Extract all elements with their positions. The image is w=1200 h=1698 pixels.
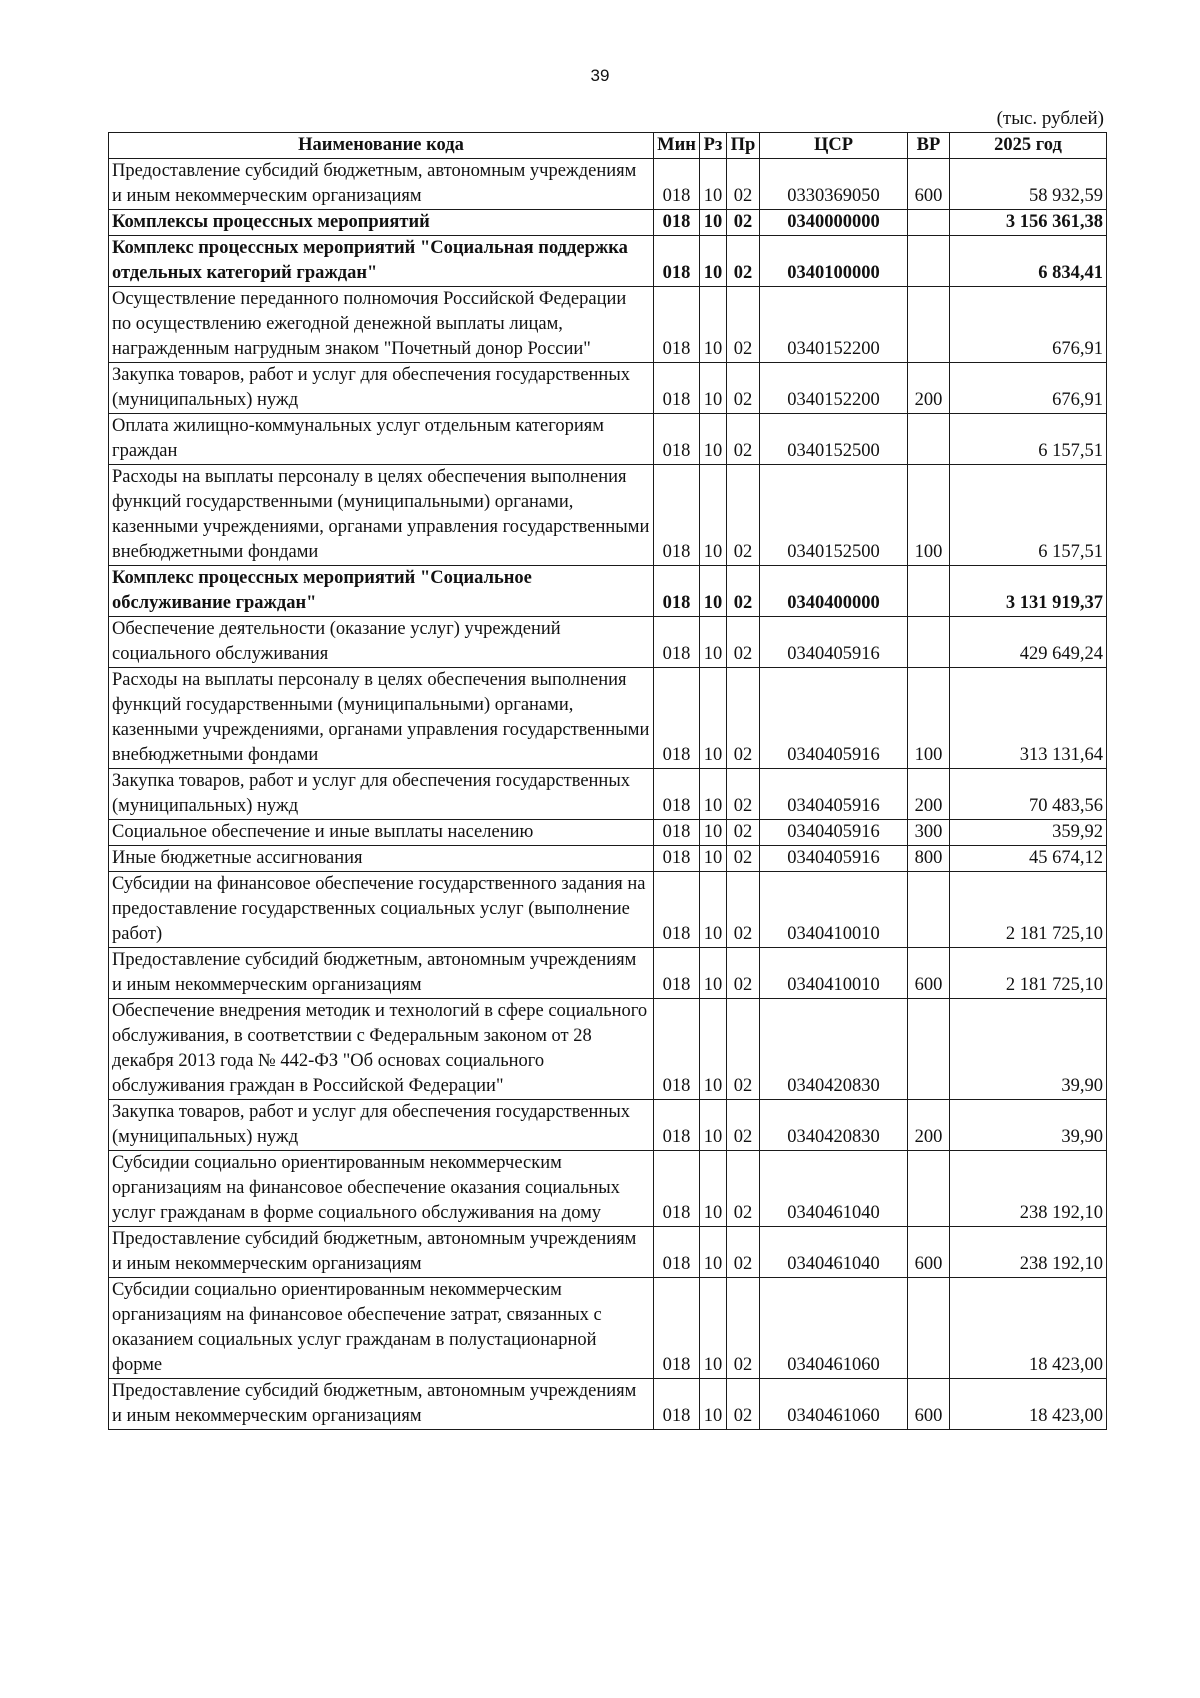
table-row (109, 617, 1107, 668)
header-name: Наименование кода (109, 133, 654, 159)
cell-rz: 10 (700, 948, 727, 999)
cell-csr: 0340152200 (760, 287, 908, 363)
cell-min: 018 (654, 159, 700, 210)
cell-name: Иные бюджетные ассигнования (109, 846, 654, 872)
table-row (109, 1379, 1107, 1430)
cell-vr (908, 414, 950, 465)
cell-amount: 58 932,59 (950, 159, 1107, 210)
cell-vr (908, 999, 950, 1100)
cell-rz: 10 (700, 566, 727, 617)
cell-vr: 600 (908, 1379, 950, 1430)
cell-rz: 10 (700, 210, 727, 236)
table-row (109, 999, 1107, 1100)
cell-rz: 10 (700, 1379, 727, 1430)
cell-amount: 2 181 725,10 (950, 948, 1107, 999)
cell-name: Оплата жилищно-коммунальных услуг отдельным категориям граждан (109, 414, 654, 465)
cell-vr (908, 210, 950, 236)
cell-amount: 3 156 361,38 (950, 210, 1107, 236)
cell-vr (908, 1278, 950, 1379)
cell-name: Предоставление субсидий бюджетным, автономным учреждениям и иным некоммерческим организациям (109, 159, 654, 210)
page-number: 39 (590, 66, 610, 85)
cell-vr: 200 (908, 363, 950, 414)
cell-name: Комплекс процессных мероприятий "Социальное обслуживание граждан" (109, 566, 654, 617)
header-pr: Пр (727, 133, 760, 159)
cell-csr: 0340100000 (760, 236, 908, 287)
table-row (109, 1100, 1107, 1151)
cell-min: 018 (654, 948, 700, 999)
cell-rz: 10 (700, 769, 727, 820)
header-rz: Рз (700, 133, 727, 159)
table-row (109, 1151, 1107, 1227)
cell-csr: 0340405916 (760, 769, 908, 820)
cell-min: 018 (654, 210, 700, 236)
cell-name: Осуществление переданного полномочия Российской Федерации по осуществлению ежегодной денежной выплаты лицам, награжденным нагрудным знаком "Почетный донор России" (109, 287, 654, 363)
cell-vr: 200 (908, 769, 950, 820)
cell-min: 018 (654, 617, 700, 668)
cell-vr: 600 (908, 159, 950, 210)
cell-name: Субсидии социально ориентированным некоммерческим организациям на финансовое обеспечение оказания социальных услуг гражданам в форме социального обслуживания на дому (109, 1151, 654, 1227)
cell-pr: 02 (727, 414, 760, 465)
table-row (109, 668, 1107, 769)
cell-min: 018 (654, 846, 700, 872)
table-row (109, 820, 1107, 846)
cell-pr: 02 (727, 617, 760, 668)
cell-rz: 10 (700, 846, 727, 872)
cell-vr: 600 (908, 948, 950, 999)
cell-amount: 2 181 725,10 (950, 872, 1107, 948)
cell-min: 018 (654, 1100, 700, 1151)
cell-csr: 0340405916 (760, 617, 908, 668)
cell-min: 018 (654, 872, 700, 948)
cell-csr: 0340410010 (760, 948, 908, 999)
cell-vr (908, 287, 950, 363)
cell-name: Расходы на выплаты персоналу в целях обеспечения выполнения функций государственными (муниципальными) органами, казенными учреждениями, органами управления государственными внебюджетными фондами (109, 668, 654, 769)
cell-pr: 02 (727, 1379, 760, 1430)
cell-pr: 02 (727, 846, 760, 872)
cell-pr: 02 (727, 287, 760, 363)
cell-rz: 10 (700, 1151, 727, 1227)
cell-amount: 3 131 919,37 (950, 566, 1107, 617)
cell-csr: 0340000000 (760, 210, 908, 236)
cell-amount: 6 157,51 (950, 465, 1107, 566)
cell-pr: 02 (727, 1100, 760, 1151)
cell-amount: 45 674,12 (950, 846, 1107, 872)
cell-name: Закупка товаров, работ и услуг для обеспечения государственных (муниципальных) нужд (109, 1100, 654, 1151)
cell-rz: 10 (700, 1278, 727, 1379)
cell-pr: 02 (727, 872, 760, 948)
cell-csr: 0340420830 (760, 1100, 908, 1151)
cell-name: Обеспечение деятельности (оказание услуг) учреждений социального обслуживания (109, 617, 654, 668)
table-row (109, 1227, 1107, 1278)
cell-amount: 313 131,64 (950, 668, 1107, 769)
cell-amount: 39,90 (950, 1100, 1107, 1151)
cell-pr: 02 (727, 1151, 760, 1227)
cell-min: 018 (654, 1151, 700, 1227)
cell-name: Субсидии социально ориентированным некоммерческим организациям на финансовое обеспечение затрат, связанных с оказанием социальных услуг гражданам в полустационарной форме (109, 1278, 654, 1379)
header-csr: ЦСР (760, 133, 908, 159)
cell-amount: 6 157,51 (950, 414, 1107, 465)
cell-vr: 200 (908, 1100, 950, 1151)
cell-name: Закупка товаров, работ и услуг для обеспечения государственных (муниципальных) нужд (109, 769, 654, 820)
cell-csr: 0340152500 (760, 465, 908, 566)
header-min: Мин (654, 133, 700, 159)
cell-min: 018 (654, 1227, 700, 1278)
cell-csr: 0340400000 (760, 566, 908, 617)
cell-pr: 02 (727, 1227, 760, 1278)
cell-rz: 10 (700, 617, 727, 668)
cell-rz: 10 (700, 668, 727, 769)
cell-csr: 0340405916 (760, 820, 908, 846)
cell-name: Предоставление субсидий бюджетным, автономным учреждениям и иным некоммерческим организациям (109, 1379, 654, 1430)
header-year: 2025 год (950, 133, 1107, 159)
cell-min: 018 (654, 414, 700, 465)
cell-csr: 0330369050 (760, 159, 908, 210)
cell-min: 018 (654, 465, 700, 566)
cell-pr: 02 (727, 159, 760, 210)
cell-vr: 800 (908, 846, 950, 872)
cell-pr: 02 (727, 820, 760, 846)
cell-name: Социальное обеспечение и иные выплаты населению (109, 820, 654, 846)
table-row (109, 465, 1107, 566)
cell-csr: 0340461040 (760, 1227, 908, 1278)
cell-min: 018 (654, 769, 700, 820)
cell-csr: 0340405916 (760, 846, 908, 872)
cell-csr: 0340461060 (760, 1278, 908, 1379)
header-vr: ВР (908, 133, 950, 159)
table-row (109, 566, 1107, 617)
cell-name: Обеспечение внедрения методик и технологий в сфере социального обслуживания, в соответствии с Федеральным законом от 28 декабря 2013 года № 442-ФЗ "Об основах социального обслуживания граждан в Российской Федерации" (109, 999, 654, 1100)
cell-pr: 02 (727, 948, 760, 999)
cell-rz: 10 (700, 363, 727, 414)
cell-rz: 10 (700, 236, 727, 287)
cell-amount: 39,90 (950, 999, 1107, 1100)
cell-amount: 70 483,56 (950, 769, 1107, 820)
cell-csr: 0340461060 (760, 1379, 908, 1430)
cell-pr: 02 (727, 363, 760, 414)
cell-pr: 02 (727, 769, 760, 820)
cell-pr: 02 (727, 668, 760, 769)
cell-amount: 238 192,10 (950, 1151, 1107, 1227)
table-row (109, 210, 1107, 236)
cell-name: Закупка товаров, работ и услуг для обеспечения государственных (муниципальных) нужд (109, 363, 654, 414)
cell-rz: 10 (700, 414, 727, 465)
cell-name: Комплексы процессных мероприятий (109, 210, 654, 236)
cell-pr: 02 (727, 236, 760, 287)
cell-name: Предоставление субсидий бюджетным, автономным учреждениям и иным некоммерческим организациям (109, 948, 654, 999)
cell-amount: 359,92 (950, 820, 1107, 846)
cell-vr: 100 (908, 668, 950, 769)
table-row (109, 872, 1107, 948)
cell-csr: 0340420830 (760, 999, 908, 1100)
cell-pr: 02 (727, 999, 760, 1100)
cell-vr (908, 236, 950, 287)
cell-min: 018 (654, 287, 700, 363)
cell-name: Расходы на выплаты персоналу в целях обеспечения выполнения функций государственными (муниципальными) органами, казенными учреждениями, органами управления государственными внебюджетными фондами (109, 465, 654, 566)
cell-min: 018 (654, 566, 700, 617)
table-row (109, 236, 1107, 287)
units-label: (тыс. рублей) (996, 108, 1104, 129)
table-row (109, 948, 1107, 999)
cell-amount: 238 192,10 (950, 1227, 1107, 1278)
cell-rz: 10 (700, 1227, 727, 1278)
table-row (109, 363, 1107, 414)
cell-min: 018 (654, 363, 700, 414)
cell-min: 018 (654, 668, 700, 769)
cell-amount: 18 423,00 (950, 1278, 1107, 1379)
cell-csr: 0340461040 (760, 1151, 908, 1227)
cell-rz: 10 (700, 820, 727, 846)
cell-amount: 676,91 (950, 363, 1107, 414)
cell-pr: 02 (727, 210, 760, 236)
table-row (109, 159, 1107, 210)
cell-csr: 0340152500 (760, 414, 908, 465)
budget-table (108, 132, 1107, 1430)
cell-amount: 6 834,41 (950, 236, 1107, 287)
cell-vr (908, 617, 950, 668)
cell-name: Комплекс процессных мероприятий "Социальная поддержка отдельных категорий граждан" (109, 236, 654, 287)
cell-rz: 10 (700, 999, 727, 1100)
cell-csr: 0340405916 (760, 668, 908, 769)
cell-vr: 100 (908, 465, 950, 566)
cell-min: 018 (654, 999, 700, 1100)
cell-vr: 300 (908, 820, 950, 846)
cell-pr: 02 (727, 566, 760, 617)
cell-min: 018 (654, 1278, 700, 1379)
table-row (109, 414, 1107, 465)
cell-name: Предоставление субсидий бюджетным, автономным учреждениям и иным некоммерческим организациям (109, 1227, 654, 1278)
cell-amount: 429 649,24 (950, 617, 1107, 668)
cell-min: 018 (654, 820, 700, 846)
cell-vr (908, 872, 950, 948)
cell-vr (908, 566, 950, 617)
cell-min: 018 (654, 236, 700, 287)
cell-pr: 02 (727, 465, 760, 566)
table-row (109, 769, 1107, 820)
cell-min: 018 (654, 1379, 700, 1430)
table-row (109, 846, 1107, 872)
cell-rz: 10 (700, 872, 727, 948)
table-header-row (109, 133, 1107, 159)
cell-csr: 0340152200 (760, 363, 908, 414)
cell-rz: 10 (700, 159, 727, 210)
cell-csr: 0340410010 (760, 872, 908, 948)
cell-amount: 18 423,00 (950, 1379, 1107, 1430)
table-row (109, 1278, 1107, 1379)
table-row (109, 287, 1107, 363)
cell-rz: 10 (700, 287, 727, 363)
cell-vr: 600 (908, 1227, 950, 1278)
cell-vr (908, 1151, 950, 1227)
cell-rz: 10 (700, 465, 727, 566)
cell-rz: 10 (700, 1100, 727, 1151)
cell-pr: 02 (727, 1278, 760, 1379)
cell-amount: 676,91 (950, 287, 1107, 363)
cell-name: Субсидии на финансовое обеспечение государственного задания на предоставление государственных социальных услуг (выполнение работ) (109, 872, 654, 948)
